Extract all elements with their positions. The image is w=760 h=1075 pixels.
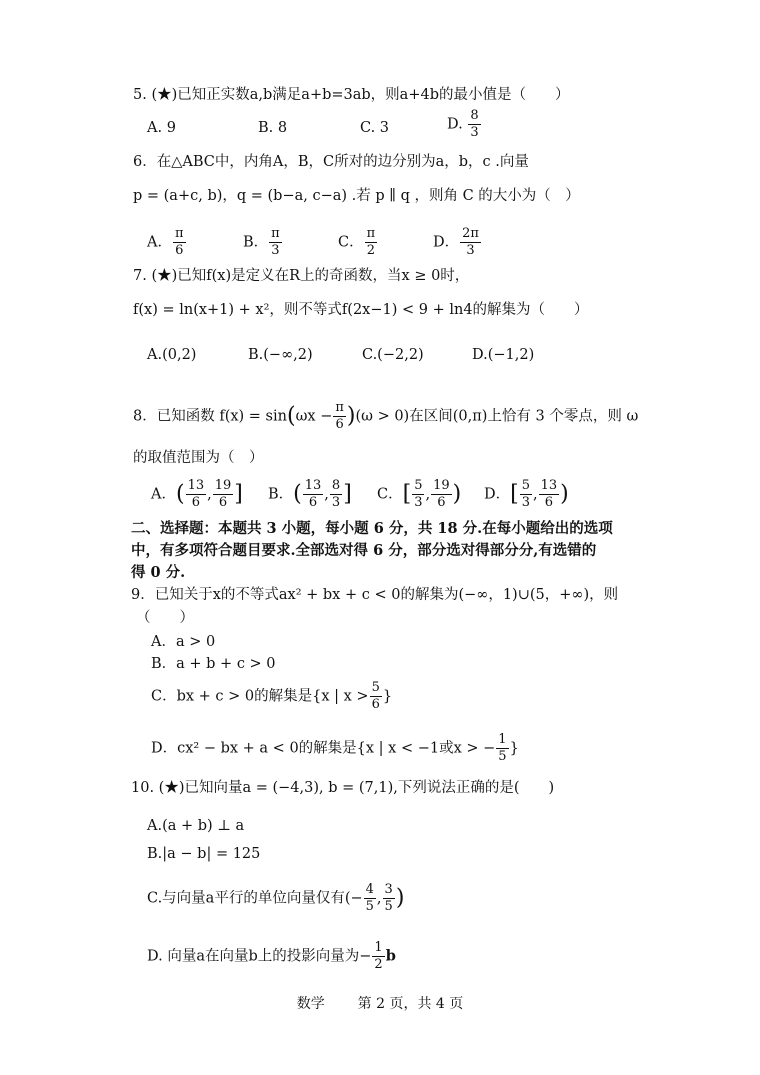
fraction-denominator: 6 [175, 243, 184, 258]
q5-option-a: A. 9 [147, 120, 176, 136]
fraction-numerator: π [174, 226, 184, 241]
option-fraction [372, 940, 384, 973]
q8-stem [133, 400, 638, 433]
fraction-denominator: 2 [366, 243, 376, 258]
interval-close: ) [560, 481, 569, 507]
q5-option-c: C. 3 [360, 120, 390, 136]
q10-option-c: C.与向量a平行的单位向量仅有(− $\frac{4}{5}$ , $\frac{3}{5}$ ) [147, 882, 405, 914]
q5-option-d [447, 108, 482, 141]
q9-stem: 9．已知关于x的不等式ax² + bx + c < 0的解集为(−∞，1)∪(5，+∞)，则 [131, 587, 619, 603]
paren-close: ) [346, 403, 356, 429]
brace-close: } [382, 688, 393, 705]
option-label: D． [484, 486, 511, 503]
option-fraction [520, 478, 532, 511]
fraction-denominator: 6 [544, 495, 554, 510]
fraction-denominator: 5 [384, 899, 393, 914]
q6-option-a [147, 226, 187, 259]
fraction-numerator: 8 [470, 108, 479, 123]
interval-open: ( [293, 481, 302, 507]
section2-heading-line3: 得 0 分. [131, 564, 186, 581]
q5-stem: 5. (★)已知正实数a,b满足a+b=3ab，则a+4b的最小值是（ ） [133, 87, 570, 103]
q9-option-c [151, 680, 392, 713]
fraction-numerator: 13 [304, 478, 322, 493]
fraction-numerator: π [366, 226, 376, 241]
fraction-numerator: 1 [374, 940, 383, 955]
fraction-numerator: 3 [384, 882, 393, 897]
fraction-denominator: 6 [218, 495, 228, 510]
interval-open: ( [175, 481, 185, 507]
q7-stem-line2: f(x) = ln(x+1) + x²，则不等式f(2x−1) < 9 + ln4的解集为（ ） [133, 302, 589, 318]
paren-close: ) [395, 885, 405, 911]
fraction-denominator: 3 [470, 125, 479, 140]
section2-heading-line2: 中，有多项符合题目要求.全部选对得 6 分，部分选对得部分分,有选错的 [131, 542, 597, 559]
paren-open: ( [286, 403, 296, 429]
q9-option-b: B．a + b + c > 0 [151, 656, 276, 672]
fraction-numerator: 5 [414, 478, 423, 493]
q7-stem: 7. (★)已知f(x)是定义在R上的奇函数，当x ≥ 0时， [133, 268, 470, 284]
q6-option-d [433, 226, 482, 259]
fraction-denominator: 6 [371, 697, 380, 712]
q5-option-b: B. 8 [258, 120, 288, 136]
section2-heading-line1: 二、选择题：本题共 3 小题，每小题 6 分，共 18 分.在每小题给出的选项 [131, 520, 613, 537]
option-fraction [383, 882, 395, 915]
interval-open: [ [402, 481, 412, 507]
fraction-denominator: 6 [437, 495, 446, 510]
fraction-denominator: 3 [466, 243, 475, 258]
q9-option-c-text: C．bx + c > 0的解集是{x | x > [151, 688, 369, 705]
fraction-denominator: 2 [374, 957, 383, 972]
option-fraction [213, 478, 234, 511]
q7-option-d: D.(−1,2) [472, 347, 535, 363]
fraction-denominator: 6 [335, 417, 344, 432]
fraction-numerator: 4 [365, 882, 374, 897]
option-fraction [330, 478, 342, 511]
fraction-numerator: 19 [433, 478, 450, 493]
q7-option-b: B.(−∞,2) [248, 347, 313, 363]
option-label: C． [338, 234, 364, 251]
q6-option-c [338, 226, 378, 259]
q8-stem-line2: 的取值范围为（ ） [133, 450, 264, 466]
brace-close: } [509, 740, 519, 757]
fraction-denominator: 3 [414, 495, 423, 510]
q8-option-d: D．[ $\frac{5}{3}$ , $\frac{13}{6}$ ) [484, 478, 569, 510]
fraction-denominator: 3 [271, 243, 280, 258]
q8-stem-b: (ω > 0)在区间(0,π)上恰有 3 个零点，则 ω [355, 408, 639, 425]
fraction-denominator: 6 [308, 495, 318, 510]
fraction-denominator: 6 [191, 495, 200, 510]
option-fraction [364, 882, 376, 915]
footer-subject: 数学 [296, 996, 325, 1012]
page-footer [0, 993, 760, 1013]
option-fraction [365, 226, 378, 259]
option-label: A． [151, 486, 176, 503]
option-label: D． [433, 234, 460, 251]
fraction-numerator: 2π [462, 226, 479, 241]
q9-option-a: A．a > 0 [151, 634, 216, 650]
option-fraction [269, 226, 282, 259]
option-fraction [173, 226, 186, 259]
option-fraction [412, 478, 424, 511]
fraction-numerator: 1 [498, 732, 507, 747]
fraction-numerator: π [335, 400, 344, 415]
q9-option-d-text: D．cx² − bx + a < 0的解集是{x | x < −1或x > − [151, 740, 496, 757]
option-fraction [539, 478, 560, 511]
option-label: B． [243, 234, 269, 251]
option-fraction [460, 226, 481, 259]
option-fraction [370, 680, 382, 713]
interval-close: ) [452, 481, 462, 507]
q10-stem: 10. (★)已知向量a = (−4,3), b = (7,1),下列说法正确的是( ) [131, 780, 555, 796]
footer-page-number: 第 2 页，共 4 页 [357, 996, 464, 1012]
fraction-numerator: π [271, 226, 280, 241]
option-fraction [496, 732, 508, 765]
q8-stem-a: 8．已知函数 f(x) = sin [133, 408, 287, 425]
q8-option-b: B．( $\frac{13}{6}$ , $\frac{8}{3}$ ] [268, 478, 352, 510]
fraction-denominator: 5 [498, 749, 507, 764]
fraction-denominator: 3 [521, 495, 531, 510]
fraction-numerator: 5 [521, 478, 531, 493]
option-fraction [303, 478, 324, 511]
fraction-numerator: 8 [331, 478, 341, 493]
fraction-numerator: 13 [540, 478, 558, 493]
vector-b: b [385, 947, 396, 965]
q10-option-c-text: C.与向量a平行的单位向量仅有(− [147, 890, 363, 907]
q10-option-d [147, 940, 396, 973]
q10-option-d-text: D. 向量a在向量b上的投影向量为− [147, 948, 372, 965]
option-label: A． [147, 234, 172, 251]
q10-option-b: B.|a − b| = 125 [147, 846, 261, 862]
interval-close: ] [343, 481, 352, 507]
q6-option-b [243, 226, 283, 259]
fraction-denominator: 3 [331, 495, 341, 510]
fraction-numerator: 13 [187, 478, 205, 493]
q5-option-d-fraction [468, 108, 480, 141]
q10-option-a: A.(a + b) ⊥ a [147, 818, 245, 834]
q6-stem: 6．在△ABC中，内角A，B，C所对的边分别为a，b，c .向量 [133, 154, 529, 170]
fraction-numerator: 19 [214, 478, 232, 493]
fraction-denominator: 5 [365, 899, 374, 914]
option-label: C． [377, 486, 403, 503]
interval-open: [ [510, 481, 519, 507]
option-label: B． [268, 486, 294, 503]
q8-option-c: C．[ $\frac{5}{3}$ , $\frac{19}{6}$ ) [377, 478, 462, 510]
q8-option-a: A．( $\frac{13}{6}$ , $\frac{19}{6}$ ] [151, 478, 243, 510]
q7-option-a: A.(0,2) [147, 347, 197, 363]
interval-close: ] [234, 481, 243, 507]
q9-stem-line2: （ ） [136, 610, 194, 626]
option-fraction [186, 478, 207, 511]
q8-stem-inner: ωx − [295, 408, 333, 425]
q6-stem-line2: p = (a+c, b)，q = (b−a, c−a) .若 p ∥ q ，则角 C 的大小为（ ） [133, 188, 580, 204]
q7-option-c: C.(−2,2) [362, 347, 424, 363]
q9-option-d [151, 732, 519, 765]
fraction-numerator: 5 [371, 680, 380, 695]
q5-option-d-label: D. [447, 116, 463, 133]
option-fraction [431, 478, 452, 511]
q8-fraction [333, 400, 346, 433]
